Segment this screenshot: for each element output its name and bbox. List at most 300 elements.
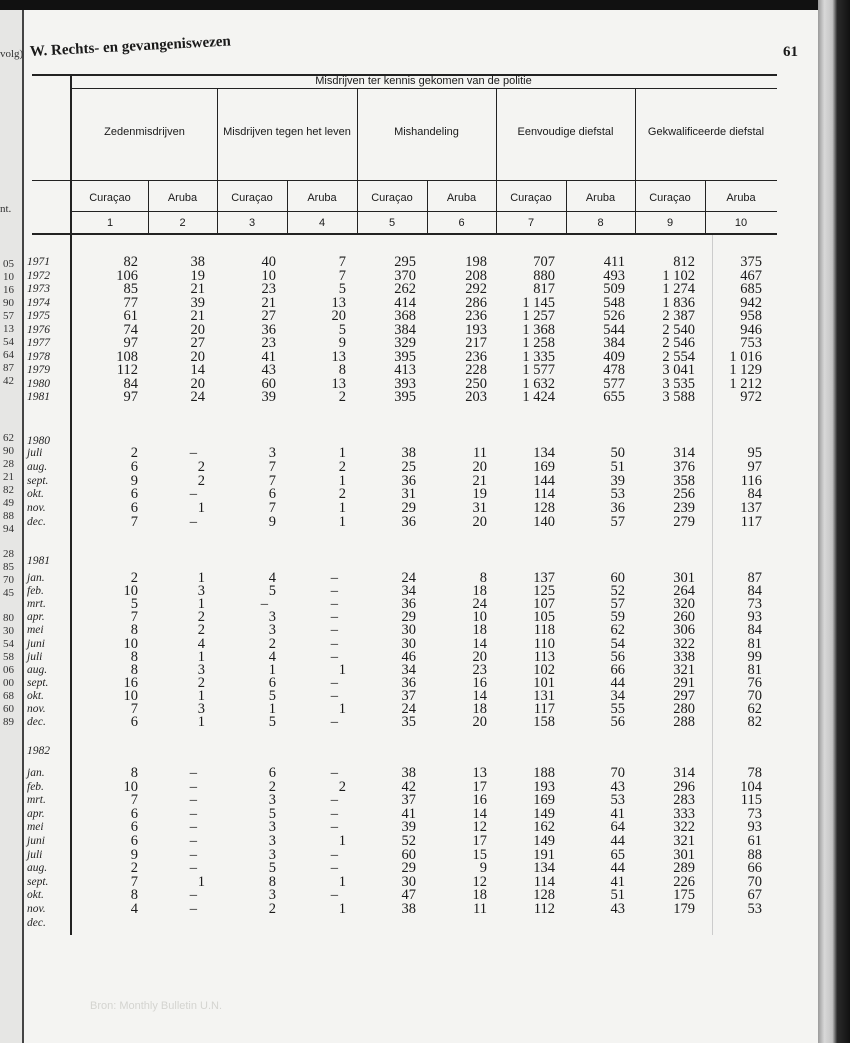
table-cell: 14 bbox=[472, 635, 487, 652]
table-cell: 21 bbox=[190, 281, 205, 297]
page-title: W. Rechts- en gevangeniswezen bbox=[29, 33, 232, 60]
table-cell: 34 bbox=[401, 583, 416, 600]
row-label: jan. bbox=[27, 767, 45, 779]
table-cell: 38 bbox=[401, 445, 416, 461]
table-cell: 30 bbox=[401, 873, 416, 890]
table-cell: 2 bbox=[338, 458, 346, 475]
table-cell: 6 bbox=[130, 486, 138, 503]
table-cell: 6 bbox=[130, 819, 138, 836]
table-cell: 707 bbox=[533, 254, 555, 270]
table-cell: 1 577 bbox=[522, 362, 555, 378]
table-cell: 1 bbox=[197, 714, 205, 731]
table-cell: 67 bbox=[747, 887, 762, 904]
table-cell: 655 bbox=[603, 389, 625, 405]
table-cell: 66 bbox=[610, 661, 625, 678]
adjacent-page-number: 13 bbox=[3, 323, 14, 335]
table-cell: 291 bbox=[673, 674, 695, 691]
row-label: aug. bbox=[27, 663, 48, 676]
row-label: aug. bbox=[27, 460, 48, 473]
table-cell: 10 bbox=[123, 687, 138, 704]
table-cell: 256 bbox=[673, 486, 695, 503]
table-cell: 8 bbox=[479, 570, 487, 586]
table-cell: 942 bbox=[740, 294, 762, 311]
table-cell: 7 bbox=[338, 267, 346, 284]
table-cell: 301 bbox=[673, 846, 695, 863]
table-cell: 2 387 bbox=[662, 308, 695, 324]
table-cell: 3 bbox=[197, 701, 205, 717]
row-label: sept. bbox=[27, 875, 49, 888]
table-cell: – bbox=[330, 887, 338, 904]
sub-header-curacao: Curaçao bbox=[231, 192, 273, 204]
table-cell: 753 bbox=[740, 335, 762, 351]
table-cell: 44 bbox=[610, 860, 625, 877]
table-cell: 104 bbox=[740, 778, 762, 795]
adjacent-page-number: 62 bbox=[3, 432, 14, 444]
table-cell: 4 bbox=[268, 570, 276, 586]
table-cell: 21 bbox=[261, 294, 276, 311]
table-cell: 70 bbox=[610, 765, 625, 781]
table-cell: 10 bbox=[123, 778, 138, 795]
table-cell: 4 bbox=[130, 901, 138, 917]
adjacent-page-number: 57 bbox=[3, 310, 14, 322]
table-cell: 1 257 bbox=[522, 308, 555, 324]
table-cell: 279 bbox=[673, 514, 695, 530]
table-cell: 2 bbox=[338, 389, 346, 405]
table-cell: 30 bbox=[401, 622, 416, 639]
table-cell: – bbox=[260, 596, 268, 613]
table-cell: 97 bbox=[123, 335, 138, 351]
table-cell: 3 041 bbox=[662, 362, 695, 378]
table-cell: 70 bbox=[747, 873, 762, 890]
column-number: 2 bbox=[179, 217, 186, 229]
table-cell: 544 bbox=[603, 321, 625, 338]
table-cell: 36 bbox=[401, 514, 416, 530]
table-cell: 467 bbox=[740, 267, 762, 284]
table-cell: 38 bbox=[401, 765, 416, 781]
table-cell: – bbox=[189, 846, 197, 863]
table-cell: 7 bbox=[130, 792, 138, 809]
table-cell: 53 bbox=[610, 486, 625, 503]
adjacent-page-strip bbox=[0, 10, 24, 1043]
table-cell: 1 bbox=[338, 661, 346, 678]
table-cell: 73 bbox=[747, 805, 762, 822]
adjacent-page-number: 89 bbox=[3, 716, 14, 728]
table-cell: – bbox=[330, 570, 338, 586]
table-cell: 1 212 bbox=[729, 375, 762, 392]
table-cell: 1 bbox=[197, 687, 205, 704]
row-label: 1972 bbox=[27, 269, 50, 282]
table-cell: 5 bbox=[338, 321, 346, 338]
row-label: okt. bbox=[27, 689, 44, 702]
row-label: 1978 bbox=[27, 350, 50, 363]
table-cell: 31 bbox=[401, 486, 416, 503]
table-cell: 31 bbox=[472, 500, 487, 517]
table-cell: 1 bbox=[338, 873, 346, 890]
table-cell: 314 bbox=[673, 765, 695, 781]
row-label: feb. bbox=[27, 780, 44, 793]
table-cell: 9 bbox=[479, 860, 487, 877]
table-cell: 1 bbox=[338, 500, 346, 517]
table-cell: 1 632 bbox=[522, 375, 555, 392]
table-cell: – bbox=[189, 901, 197, 917]
adjacent-page-number: 10 bbox=[3, 271, 14, 283]
table-cell: 812 bbox=[673, 254, 695, 270]
table-cell: 6 bbox=[268, 486, 276, 503]
row-label: aug. bbox=[27, 862, 48, 875]
table-cell: 39 bbox=[261, 389, 276, 405]
adjacent-page-number: 87 bbox=[3, 362, 14, 374]
table-cell: 9 bbox=[338, 335, 346, 351]
table-cell: 93 bbox=[747, 819, 762, 836]
table-cell: – bbox=[330, 622, 338, 639]
table-cell: 292 bbox=[465, 281, 487, 297]
sub-header-aruba: Aruba bbox=[585, 192, 616, 204]
table-cell: 5 bbox=[268, 860, 276, 877]
table-cell: 1 bbox=[197, 570, 205, 586]
table-cell: 10 bbox=[261, 267, 276, 284]
table-cell: 946 bbox=[740, 321, 762, 338]
table-cell: 66 bbox=[747, 860, 762, 877]
table-cell: 2 bbox=[268, 778, 276, 795]
table-cell: 376 bbox=[673, 458, 695, 475]
table-cell: 11 bbox=[473, 901, 487, 917]
table-cell: 73 bbox=[747, 596, 762, 613]
table-cell: – bbox=[189, 819, 197, 836]
column-number: 7 bbox=[527, 217, 535, 229]
table-cell: 162 bbox=[533, 819, 555, 836]
table-cell: 39 bbox=[190, 294, 205, 311]
table-cell: – bbox=[330, 596, 338, 613]
table-cell: 50 bbox=[610, 445, 625, 461]
table-cell: 61 bbox=[747, 833, 762, 849]
row-label: juli bbox=[27, 447, 43, 459]
table-cell: 53 bbox=[747, 901, 762, 917]
sub-header-aruba: Aruba bbox=[446, 192, 477, 204]
adjacent-page-number: 05 bbox=[3, 258, 14, 270]
table-cell: 226 bbox=[673, 873, 695, 890]
table-cell: 52 bbox=[401, 833, 416, 849]
table-cell: – bbox=[330, 687, 338, 704]
table-cell: 6 bbox=[268, 674, 276, 691]
table-cell: – bbox=[330, 860, 338, 877]
table-cell: – bbox=[330, 609, 338, 626]
table-cell: – bbox=[189, 445, 197, 461]
table-cell: 16 bbox=[472, 792, 487, 809]
table-cell: 20 bbox=[472, 648, 487, 665]
table-cell: 1 836 bbox=[662, 294, 695, 311]
adjacent-page-number: 54 bbox=[3, 638, 14, 650]
table-cell: – bbox=[330, 792, 338, 809]
table-cell: 20 bbox=[472, 714, 487, 731]
table-cell: 15 bbox=[472, 846, 487, 863]
table-cell: 77 bbox=[123, 294, 138, 311]
table-cell: 27 bbox=[190, 335, 205, 351]
table-cell: 11 bbox=[473, 445, 487, 461]
table-cell: 393 bbox=[394, 375, 416, 392]
table-cell: 42 bbox=[401, 778, 416, 795]
table-cell: 5 bbox=[268, 714, 276, 731]
table-cell: 8 bbox=[130, 765, 138, 781]
row-label: 1981 bbox=[27, 391, 50, 403]
adjacent-page-fragment: volg) bbox=[0, 48, 24, 60]
table-cell: 413 bbox=[394, 362, 416, 378]
table-cell: 10 bbox=[123, 635, 138, 652]
adjacent-page-number: 68 bbox=[3, 690, 14, 702]
table-cell: 10 bbox=[472, 609, 487, 626]
table-cell: 6 bbox=[268, 765, 276, 781]
table-cell: 44 bbox=[610, 674, 625, 691]
table-cell: 9 bbox=[268, 514, 276, 530]
table-cell: 1 bbox=[268, 661, 276, 678]
table-cell: 321 bbox=[673, 661, 695, 678]
column-rule bbox=[635, 88, 636, 233]
table-cell: 134 bbox=[533, 860, 555, 877]
table-cell: 24 bbox=[472, 596, 487, 613]
table-cell: 38 bbox=[190, 254, 205, 270]
table-cell: 7 bbox=[130, 873, 138, 890]
table-cell: 88 bbox=[747, 846, 762, 863]
row-label: mei bbox=[27, 821, 44, 834]
table-cell: 101 bbox=[533, 674, 555, 691]
sub-header-aruba: Aruba bbox=[307, 192, 337, 204]
table-cell: – bbox=[330, 714, 338, 731]
table-cell: 39 bbox=[401, 819, 416, 836]
table-cell: 295 bbox=[394, 254, 416, 270]
row-label: sept. bbox=[27, 676, 49, 689]
table-cell: 18 bbox=[472, 701, 487, 717]
table-cell: 59 bbox=[610, 609, 625, 626]
table-cell: 321 bbox=[673, 833, 695, 849]
group-header: Mishandeling bbox=[394, 126, 459, 138]
sub-header-aruba: Aruba bbox=[726, 192, 756, 204]
table-cell: 175 bbox=[673, 887, 695, 904]
table-cell: 320 bbox=[673, 596, 695, 613]
table-cell: – bbox=[189, 833, 197, 849]
table-cell: 140 bbox=[533, 514, 555, 530]
table-cell: – bbox=[330, 648, 338, 665]
table-cell: 8 bbox=[130, 622, 138, 639]
group-header: Gekwalificeerde diefstal bbox=[647, 126, 765, 138]
table-cell: 13 bbox=[331, 375, 346, 392]
table-cell: 85 bbox=[123, 281, 138, 297]
table-cell: 40 bbox=[261, 254, 276, 270]
table-cell: 30 bbox=[401, 635, 416, 652]
adjacent-page-number: 49 bbox=[3, 497, 14, 509]
table-cell: 3 588 bbox=[662, 389, 695, 405]
table-cell: 128 bbox=[533, 500, 555, 517]
scan-top-edge bbox=[0, 0, 850, 10]
column-number: 4 bbox=[318, 217, 326, 229]
table-cell: 2 bbox=[130, 445, 138, 461]
table-cell: 1 368 bbox=[522, 321, 555, 338]
table-cell: 20 bbox=[190, 348, 205, 365]
table-cell: 55 bbox=[610, 701, 625, 717]
table-cell: 9 bbox=[130, 472, 138, 489]
table-cell: 36 bbox=[261, 321, 276, 338]
sub-header-aruba: Aruba bbox=[167, 192, 198, 204]
table-cell: 375 bbox=[740, 254, 762, 270]
table-cell: 37 bbox=[401, 792, 416, 809]
table-cell: 125 bbox=[533, 583, 555, 600]
table-cell: 395 bbox=[394, 389, 416, 405]
table-cell: 2 bbox=[268, 901, 276, 917]
table-cell: 112 bbox=[116, 362, 138, 378]
table-cell: 5 bbox=[268, 805, 276, 822]
row-label: dec. bbox=[27, 916, 46, 929]
table-cell: 296 bbox=[673, 778, 695, 795]
table-cell: 384 bbox=[603, 335, 625, 351]
table-cell: 36 bbox=[401, 674, 416, 691]
table-cell: 3 bbox=[268, 622, 276, 639]
table-cell: 41 bbox=[610, 873, 625, 890]
table-cell: 137 bbox=[740, 500, 762, 517]
column-number: 5 bbox=[388, 217, 396, 229]
table-cell: 1 bbox=[197, 648, 205, 665]
table-cell: 191 bbox=[533, 846, 555, 863]
row-label: 1975 bbox=[27, 310, 50, 322]
table-cell: 972 bbox=[740, 389, 762, 405]
column-number: 10 bbox=[734, 217, 748, 229]
adjacent-page-number: 28 bbox=[3, 458, 14, 470]
table-cell: 64 bbox=[610, 819, 625, 836]
table-cell: 3 bbox=[268, 887, 276, 904]
page-number: 61 bbox=[783, 44, 798, 60]
table-cell: 286 bbox=[465, 294, 487, 311]
header-rule bbox=[32, 180, 777, 181]
adjacent-page-number: 06 bbox=[3, 664, 14, 676]
table-cell: 29 bbox=[401, 609, 416, 626]
table-cell: 7 bbox=[338, 254, 346, 270]
table-cell: 509 bbox=[603, 281, 625, 297]
row-label: mei bbox=[27, 624, 44, 637]
source-note: Bron: Monthly Bulletin U.N. bbox=[90, 1000, 223, 1012]
table-cell: 7 bbox=[268, 458, 276, 475]
table-cell: 333 bbox=[673, 805, 695, 822]
row-label: okt. bbox=[27, 488, 44, 501]
table-cell: 29 bbox=[401, 860, 416, 877]
adjacent-page-number: 85 bbox=[3, 561, 14, 573]
table-cell: 179 bbox=[673, 901, 695, 917]
table-cell: 5 bbox=[130, 596, 138, 613]
table-cell: 1 bbox=[197, 873, 205, 890]
table-cell: 3 bbox=[268, 792, 276, 809]
table-cell: 2 bbox=[197, 609, 205, 626]
table-cell: 108 bbox=[116, 348, 138, 365]
table-cell: 29 bbox=[401, 500, 416, 517]
table-cell: 95 bbox=[747, 445, 762, 461]
table-cell: 39 bbox=[610, 472, 625, 489]
table-cell: 264 bbox=[673, 583, 695, 600]
adjacent-page-number: 64 bbox=[3, 349, 14, 361]
table-cell: 409 bbox=[603, 348, 625, 365]
row-label: mrt. bbox=[27, 598, 46, 611]
table-cell: 193 bbox=[465, 321, 487, 338]
table-cell: 36 bbox=[610, 500, 625, 517]
adjacent-page-number: 60 bbox=[3, 703, 14, 715]
table-cell: 74 bbox=[123, 321, 138, 338]
table-cell: 5 bbox=[268, 583, 276, 600]
adjacent-page-number: 42 bbox=[3, 375, 14, 387]
table-cell: – bbox=[330, 805, 338, 822]
column-number: 3 bbox=[248, 217, 256, 229]
table-cell: 57 bbox=[610, 596, 625, 613]
table-cell: 24 bbox=[190, 389, 205, 405]
table-cell: 411 bbox=[603, 254, 625, 270]
adjacent-page-number: 16 bbox=[3, 284, 14, 296]
table-cell: 526 bbox=[603, 308, 625, 324]
table-cell: 1 bbox=[338, 445, 346, 461]
column-rule bbox=[217, 88, 218, 233]
table-cell: 20 bbox=[472, 514, 487, 530]
table-cell: – bbox=[330, 846, 338, 863]
table-cell: 81 bbox=[747, 661, 762, 678]
table-cell: 169 bbox=[533, 792, 555, 809]
table-cell: 20 bbox=[472, 458, 487, 475]
adjacent-page-number: 28 bbox=[3, 548, 14, 560]
table-cell: 21 bbox=[190, 308, 205, 324]
row-label: nov. bbox=[27, 903, 46, 915]
header-rule bbox=[70, 88, 777, 89]
table-cell: 13 bbox=[331, 294, 346, 311]
table-cell: 23 bbox=[472, 661, 487, 678]
table-cell: 60 bbox=[261, 375, 276, 392]
table-cell: 228 bbox=[465, 362, 487, 378]
table-cell: 288 bbox=[673, 714, 695, 731]
row-label: 1977 bbox=[27, 337, 50, 349]
table-cell: 236 bbox=[465, 348, 487, 365]
table-cell: 370 bbox=[394, 267, 416, 284]
table-cell: 2 bbox=[197, 458, 205, 475]
row-label: juli bbox=[27, 848, 43, 861]
table-cell: 149 bbox=[533, 833, 555, 849]
table-cell: 23 bbox=[261, 335, 276, 351]
sub-header-curacao: Curaçao bbox=[89, 192, 131, 204]
table-cell: 414 bbox=[394, 294, 416, 311]
table-cell: 25 bbox=[401, 458, 416, 475]
table-cell: 6 bbox=[130, 500, 138, 517]
table-cell: 5 bbox=[268, 687, 276, 704]
table-cell: 36 bbox=[401, 472, 416, 489]
table-cell: 338 bbox=[673, 648, 695, 665]
table-cell: 685 bbox=[740, 281, 762, 297]
row-label: sept. bbox=[27, 474, 49, 487]
table-cell: 41 bbox=[401, 805, 416, 822]
table-cell: 53 bbox=[610, 792, 625, 809]
table-cell: 76 bbox=[747, 674, 762, 691]
table-cell: 250 bbox=[465, 375, 487, 392]
table-cell: 99 bbox=[747, 648, 762, 665]
table-cell: 236 bbox=[465, 308, 487, 324]
table-cell: 3 bbox=[268, 819, 276, 836]
table-cell: 2 bbox=[130, 570, 138, 586]
table-cell: 548 bbox=[603, 294, 625, 311]
table-cell: 18 bbox=[472, 583, 487, 600]
table-cell: 329 bbox=[394, 335, 416, 351]
table-cell: 1 bbox=[197, 596, 205, 613]
table-cell: – bbox=[189, 805, 197, 822]
table-cell: 106 bbox=[116, 267, 138, 284]
row-label: apr. bbox=[27, 611, 45, 624]
row-label: 1974 bbox=[27, 296, 50, 309]
table-cell: 17 bbox=[472, 833, 487, 849]
table-cell: 1 bbox=[338, 833, 346, 849]
table-cell: 61 bbox=[123, 308, 138, 324]
table-cell: 115 bbox=[740, 792, 762, 809]
table-cell: 2 bbox=[197, 472, 205, 489]
row-label: nov. bbox=[27, 502, 46, 515]
table-cell: 8 bbox=[130, 661, 138, 678]
table-cell: 262 bbox=[394, 281, 416, 297]
